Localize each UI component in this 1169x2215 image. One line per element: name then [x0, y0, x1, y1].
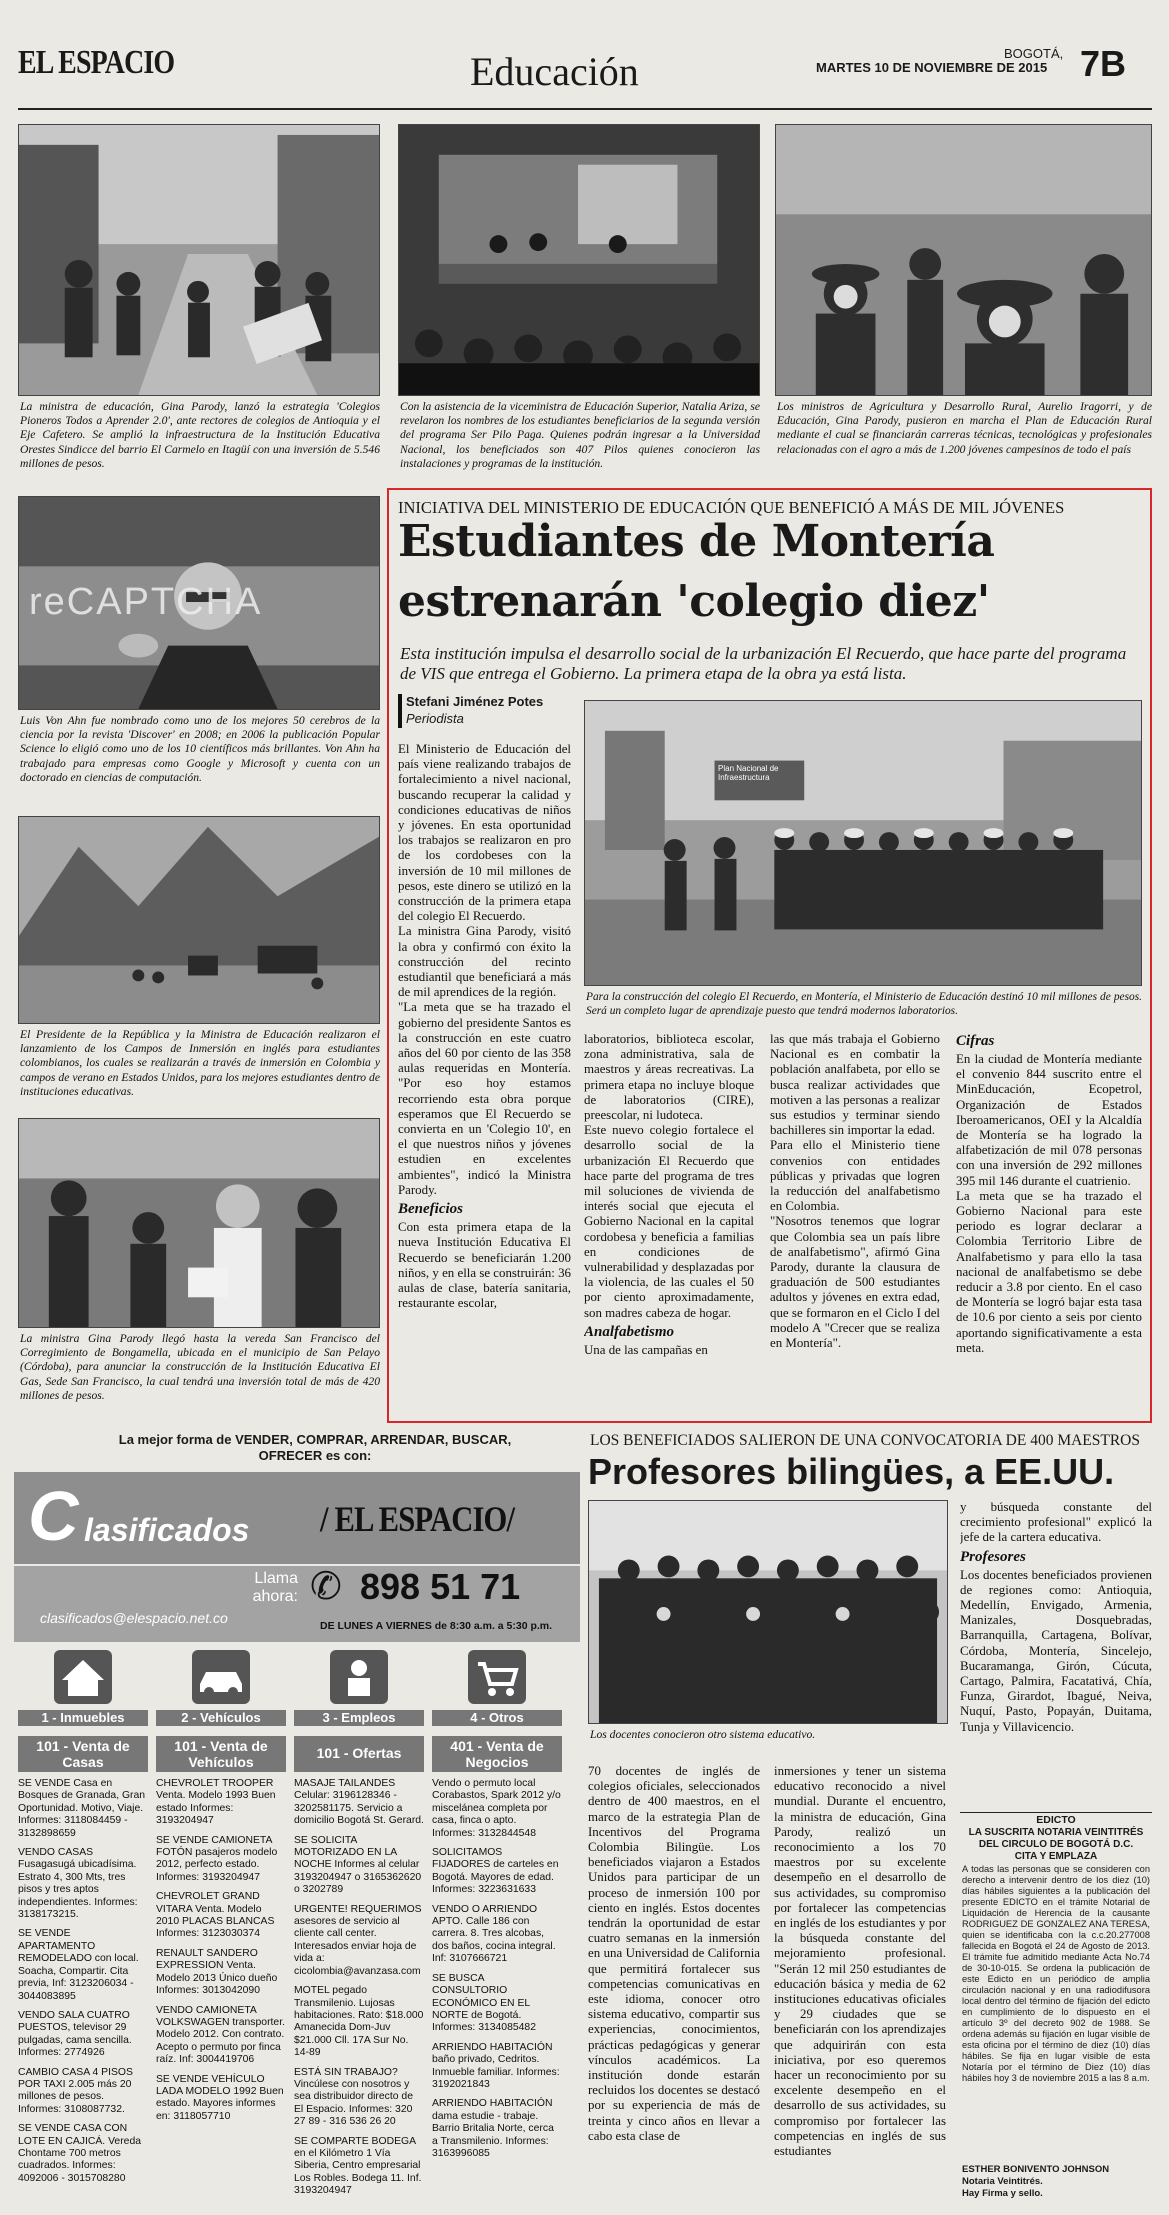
sub-beneficios: Beneficios [398, 1201, 463, 1218]
masthead-date: MARTES 10 DE NOVIEMBRE DE 2015 [816, 60, 1048, 75]
main-col-1b-text: Con esta primera etapa de la nueva Institución Educativa El Recuerdo se beneficiarán 1.200 niños, y en ella se construirán: 36 aulas de clase, batería sanitaria, restaurante escolar, [398, 1220, 571, 1311]
byline-author: Stefani Jiménez Potes [406, 694, 544, 709]
bilingual-right-body: Los docentes beneficiados provienen de regiones como: Antioquia, Medellín, Envigado, Armenia, Manizales, Dosquebradas, Barranquilla, Cartagena, Bolívar, Córdoba, Montería, Sincelejo, Bucaramanga, Girón, Cúcuta, Cartago, Palmira, Facatativá, Chía, Funza, Girardot, Ibagué, Neiva, Nuquí, Pasto, Popayán, Duitama, Tunja y Villavicencio. [960, 1567, 1152, 1734]
classifieds-col-2 [156, 1778, 286, 2208]
classified-ad: ARRIENDO HABITACIÓN dama estudie - trabaje. Barrio Britalia Norte, cerca a Transmilenio. Informes: 3163996085 [432, 2098, 554, 2159]
header-venta-negocios: 401 - Venta de Negocios [432, 1736, 562, 1772]
bilingual-kicker: LOS BENEFICIADOS SALIERON DE UNA CONVOCATORIA DE 400 MAESTROS [590, 1432, 1141, 1449]
classifieds-col-4 [432, 1778, 562, 2208]
edicto-sign-2: Notaria Veintitrés. [962, 2176, 1043, 2187]
caption-rural: Los ministros de Agricultura y Desarrollo Rural, Aurelio Iragorri, y de Educación, Gina Parody, pusieron en marcha el Plan de Educación Rural mediante el cual se financiarán carreras técnicas, tecnológicas y profesionales relacionadas con el agro a más de 1.200 jóvenes campesinos de todo el país [777, 400, 1152, 456]
main-headline-1: Estudiantes de Montería [398, 516, 995, 567]
main-headline-2: estrenarán 'colegio diez' [398, 576, 990, 627]
classified-ad: SOLICITAMOS FIJADORES de carteles en Bogotá. Mayores de edad. Informes: 3223631633 [432, 1847, 559, 1896]
caption-immersion: El Presidente de la República y la Ministra de Educación realizaron el lanzamiento de los Campos de Inmersión en inglés para estudiantes colombianos, los cuales se realizarán a través de inmersión en Colombia y campos de verano en Estados Unidos, para los mejores estudiantes dentro de instituciones educativas. [20, 1028, 380, 1098]
edicto-line2: CITA Y EMPLAZA [1014, 1851, 1098, 1862]
classified-ad: MASAJE TAILANDES Celular: 3196128346 - 3202581175. Servicio a domicilio Bogotá St. Gerard. [294, 1778, 424, 1827]
classified-ad: ESTÁ SIN TRABAJO? Vincúlese con nosotros y sea distribuidor directo de El Espacio. Informes: 320 27 89 - 316 536 26 20 [294, 2066, 413, 2128]
classified-ad: VENDO O ARRIENDO APTO. Calle 186 con carrera. 8. Tres alcobas, dos baños, cocina integral. Inf: 3107666721 [432, 1903, 556, 1965]
photo-itagui-event [18, 124, 380, 396]
classified-ad: CAMBIO CASA 4 PISOS POR TAXI 2.005 más 20 millones de pesos. Informes: 3108087732. [18, 2066, 133, 2115]
main-col-2-text: laboratorios, biblioteca escolar, zona administrativa, sala de maestros y áreas recreativas. La primera etapa no incluye bloque de laboratorios (CIRE), preescolar, ni ludoteca. Este nuevo colegio fortalece el desarrollo social de la urbanización El Recuerdo que hace parte del programa de tres mil soluciones de vivienda de interés social que ejecuta el Gobierno Nacional en la capital cordobesa y beneficia a familias en condiciones de vulnerabilidad y desplazadas por la violencia, de las cuales el 50 por ciento aproximadamente, son madres cabeza de hogar. [584, 1032, 754, 1320]
category-otros[interactable] [432, 1650, 562, 1732]
edicto-title: EDICTO [1036, 1814, 1076, 1826]
sub-analfabetismo: Analfabetismo [584, 1323, 675, 1340]
main-deck: Esta institución impulsa el desarrollo social de la urbanización El Recuerdo, que hace parte del programa de VIS que entrega el Gobierno. La primera etapa de la obra ya está lista. [400, 644, 1127, 683]
edicto-line1: LA SUSCRITA NOTARIA VEINTITRÉS DEL CIRCULO DE BOGOTÁ D.C. [968, 1827, 1144, 1850]
car-icon [192, 1650, 250, 1704]
classifieds-col-1 [18, 1778, 148, 2208]
header-venta-casas: 101 - Venta de Casas [18, 1736, 148, 1772]
classifieds-brand-c: C [28, 1477, 79, 1555]
classified-ad: SE VENDE VEHÍCULO LADA MODELO 1992 Buen estado. Mayores informes en: 3118057710 [156, 2073, 284, 2122]
masthead-city: BOGOTÁ, [1004, 46, 1064, 61]
main-col-1 [398, 742, 571, 1418]
classified-ad: CHEVROLET TROOPER Venta. Modelo 1993 Buen estado Informes: 3193204947 [156, 1778, 276, 1827]
header-venta-vehiculos: 101 - Venta de Vehículos [156, 1736, 286, 1772]
sub-profesores: Profesores [960, 1548, 1026, 1565]
category-otros-label: 4 - Otros [432, 1710, 562, 1726]
category-inmuebles[interactable] [18, 1650, 148, 1732]
masthead-rule [18, 108, 1152, 110]
classifieds-email: clasificados@elespacio.net.co [40, 1610, 228, 1626]
classified-ad: MOTEL pegado Transmilenio. Lujosas habitaciones. Rato: $18.000 Amanecida Dom-Juv $21.000 Cll. 17A Sur No. 14-89 [294, 1985, 424, 2059]
byline-role: Periodista [406, 711, 464, 726]
caption-von-ahn: Luis Von Ahn fue nombrado como uno de los mejores 50 cerebros de la ciencia por la revista 'Discover' en 2008; en 2006 la publicación Popular Science lo eligió como uno de los 10 científicos más brillantes. Von Ahn ha trabajado para empresas como Google y Microsoft y cuenta con un doctorado en ciencias de computación. [20, 714, 380, 784]
classifieds-call-label: Llama ahora: [252, 1570, 298, 1605]
main-col-3-text: las que más trabaja el Gobierno Nacional es en combatir la población analfabeta, por ello se busca realizar actividades que motiven a las personas a realizar sus estudios y terminar siendo bachilleres sin importar la edad. Para ello el Ministerio tiene convenios con entidades públicas y privadas que logren la reducción del analfabetismo en Colombia. "Nosotros tenemos que lograr que Colombia sea un país libre de analfabetismo", afirmó Gina Parody, durante la clausura de graduación de 500 estudiantes adultos y jóvenes en extra edad, que se formaron en el Ciclo I del modelo A "Crecer que se realiza en Montería". [770, 1032, 940, 1351]
photo-rural-education [775, 124, 1152, 396]
main-kicker: INICIATIVA DEL MINISTERIO DE EDUCACIÓN QUE BENEFICIÓ A MÁS DE MIL JÓVENES [398, 498, 1065, 517]
photo-el-recuerdo-school [584, 700, 1142, 986]
main-col-1-text: El Ministerio de Educación del país viene realizando trabajos de fortalecimiento a nivel nacional, buscando recuperar la calidad y condiciones educativas de niños y jóvenes. En esta oportunidad los trabajos se realizaron en pro de los cordobeses con la inversión de 10 mil millones de pesos, este dinero se utilizó en la construcción de la primera etapa del colegio El Recuerdo. La ministra Gina Parody, visitó la obra y confirmó con éxito la construcción del recinto estudiantil que beneficiará a más de mil aprendices de la región. "La meta que se ha trazado el gobierno del presidente Santos es la construcción en este cuatro años del 60 por ciento de las 358 aulas requeridas en Montería. "Por eso hoy estamos recorriendo esta obra porque esperamos que El Recuerdo se convierta en un 'Colegio 10', en el que nuestros niños y jóvenes estudien en excelentes ambientes", indicó la Ministra Parody. [398, 742, 571, 1197]
caption-itagui: La ministra de educación, Gina Parody, lanzó la estrategia 'Colegios Pioneros Todos a Aprender 2.0', ante rectores de colegios de Antioquia y el Eje Cafetero. Se amplió la infraestructura de la Institución Educativa Orestes Sindicce del barrio El Carmelo en Itagüí con una inversión de 5.546 millones de pesos. [20, 400, 380, 470]
classified-ad: SE SOLICITA MOTORIZADO EN LA NOCHE Informes al celular 3193204947 o 3165362620 o 3202789 [294, 1834, 422, 1896]
bilingual-right-col [960, 1500, 1152, 1810]
classifieds-brand: lasificados [84, 1512, 250, 1548]
section-title: Educación [470, 49, 639, 94]
main-col-4 [956, 1032, 1142, 1418]
bilingual-right-top: y búsqueda constante del crecimiento profesional" explicó la jefe de la cartera educativa. [960, 1500, 1152, 1545]
caption-bilingual: Los docentes conocieron otro sistema educativo. [590, 1728, 816, 1741]
caption-ser-pilo-paga: Con la asistencia de la viceministra de Educación Superior, Natalia Ariza, se revelaron los nombres de los estudiantes beneficiarios de la segunda versión del programa Ser Pilo Paga. Quienes podrán ingresar a la Universidad Nacional, los beneficiados son 407 Pilos quienes conocieron las instalaciones y programas de la institución. [400, 400, 760, 470]
main-col-2b-text: Una de las campañas en [584, 1342, 708, 1357]
masthead-logo: EL ESPACIO [18, 44, 175, 81]
caption-el-recuerdo: Para la construcción del colegio El Recuerdo, en Montería, el Ministerio de Educación destinó 10 mil millones de pesos. Será un completo lugar de aprendizaje puesto que tendrá modernos laboratorios. [586, 991, 1142, 1018]
classified-ad: VENDO CAMIONETA VOLKSWAGEN transporter. Modelo 2012. Con contrato. Acepto o permuto por finca raíz. Inf: 3004419706 [156, 2004, 285, 2066]
main-col-2 [584, 1032, 754, 1418]
photo-von-ahn [18, 496, 380, 710]
photo-parody-san-pelayo [18, 1118, 380, 1328]
bilingual-col-1 [588, 1764, 760, 2208]
edicto-body: A todas las personas que se consideren con derecho a intervenir dentro de los diez (10) días hábiles siguientes a la publicación del presente EDICTO en el trámite Notarial de Liquidación de Herencia de la causante RODRIGUEZ DE GONZALEZ ANA TERESA, quien se identificaba con la c.c.20.277008 fallecida en Bogotá el 24 de Agosto de 2013. El trámite fue admitido mediante Acta No.74 de 30-10-015. Se ordena la publicación de este Edicto en un periódico de amplia circulación nacional y en una radiodifusora local dentro del término de fijación del edicto en cumplimiento de lo dispuesto en el artículo 3º del decreto 902 de 1988. Se ordena además su fijación en lugar visible de esta oficina por el término de diez (10) días hábiles. Se fija en lugar visible de esta Notaría por el término de Diez (10) días hábiles hoy 3 de noviembre 2015 a las 8 a.m. [962, 1864, 1150, 2083]
edicto-sign-3: Hay Firma y sello. [962, 2188, 1043, 2199]
photo-ser-pilo-paga [398, 124, 760, 396]
classified-ad: VENDO SALA CUATRO PUESTOS, televisor 29 pulgadas, cama sencilla. Informes: 2774926 [18, 2009, 132, 2059]
category-inmuebles-label: 1 - Inmuebles [18, 1710, 148, 1726]
classified-ad: SE COMPARTE BODEGA en el Kilómetro 1 Vía Siberia, Centro empresarial Los Robles. Bodega 11. Inf. 3193204947 [294, 2135, 422, 2197]
classifieds-tagline: La mejor forma de VENDER, COMPRAR, ARRENDAR, BUSCAR, OFRECER es con: [118, 1432, 512, 1463]
classifieds-phone: 898 51 71 [360, 1566, 521, 1607]
classifieds-paper-logo: / EL ESPACIO/ [320, 1499, 515, 1539]
photo-immersion-launch [18, 816, 380, 1024]
category-empleos[interactable] [294, 1650, 424, 1732]
classified-ad: SE VENDE CASA CON LOTE EN CAJICÁ. Vereda Chontame 700 metros cuadrados. Informes: 4092006 - 3015708280 [18, 2123, 142, 2184]
worker-icon [330, 1650, 388, 1704]
bilingual-col-2 [774, 1764, 946, 2208]
caption-san-pelayo: La ministra Gina Parody llegó hasta la vereda San Francisco del Corregimiento de Bongamella, ubicada en el municipio de San Pelayo (Córdoba), para anunciar la construcción de la Institución Educativa El Gas, Sede San Francisco, la cual tendrá una inversión total de más de 420 millones de pesos. [20, 1332, 380, 1402]
classified-ad: ARRIENDO HABITACIÓN baño privado, Cedritos. Inmueble familiar. Informes: 3192021843 [432, 2041, 560, 2090]
byline-bar [398, 694, 402, 728]
classified-ad: Vendo o permuto local Corabastos, Spark 2012 y/o miscelánea completa por casa, finca o apto. Informes: 3132844548 [432, 1778, 561, 1839]
recaptcha-sign: reCAPTCHA [29, 581, 263, 623]
classified-ad: URGENTE! REQUERIMOS asesores de servicio al cliente call center. Interesados enviar hoja de vida a: cicolombia@avanzasa.com [294, 1903, 422, 1977]
classified-ad: SE BUSCA CONSULTORIO ECONÓMICO EN EL NORTE de Bogotá. Informes: 3134085482 [432, 1972, 536, 2034]
photo-bilingual-teachers [588, 1500, 948, 1724]
classified-ad: CHEVROLET GRAND VITARA Venta. Modelo 2010 PLACAS BLANCAS Informes: 3123030374 [156, 1891, 275, 1940]
house-icon [54, 1650, 112, 1704]
sub-cifras: Cifras [956, 1033, 995, 1049]
plan-nacional-sign: Plan Nacional de Infraestructura [718, 764, 779, 782]
page-number: 7B [1080, 43, 1127, 84]
category-empleos-label: 3 - Empleos [294, 1710, 424, 1726]
main-col-3 [770, 1032, 940, 1418]
classified-ad: SE VENDE Casa en Bosques de Granada, Gran Oportunidad. Motivo, Viaje. Informes: 3118084459 - 3132898659 [18, 1778, 146, 1839]
classifieds-hours: DE LUNES A VIERNES de 8:30 a.m. a 5:30 p.m. [320, 1620, 553, 1632]
bilingual-col-1-text: 70 docentes de inglés de colegios oficiales, seleccionados dentro de 400 maestros, en el marco de la estrategia Plan de Incentivos del Programa Colombia Bilingüe. Los beneficiados viajaron a Estados Unidos para participar de un proceso de inmersión 100 por ciento en inglés. Estos docentes tendrán la oportunidad de estar cuatro semanas en la inmersión en una Universidad de California que permitirá fortalecer sus competencias comunicativas en este idioma, conocer otro sistema educativo, compartir sus experiencias, conocimientos, prácticas pedagógicas y generar vínculos académicos. La institución donde estarán recluidos los docentes se destacó por su experiencia de más de treinta y cinco años en llevar a cabo esta clase de [588, 1764, 760, 2143]
phone-icon: ✆ [310, 1566, 342, 1608]
category-vehiculos[interactable] [156, 1650, 286, 1732]
cart-icon [468, 1650, 526, 1704]
classified-ad: SE VENDE CAMIONETA FOTÓN pasajeros modelo 2012, perfecto estado. Informes: 3193204947 [156, 1834, 278, 1883]
edicto-sign-1: ESTHER BONIVENTO JOHNSON [962, 2164, 1110, 2175]
bilingual-headline: Profesores bilingües, a EE.UU. [588, 1451, 1115, 1492]
classifieds-col-3 [294, 1778, 424, 2208]
classified-ad: VENDO CASAS Fusagasugá ubicadísima. Estrato 4, 300 Mts, tres pisos y tres aptos independientes. Informes: 3138173215. [18, 1847, 138, 1921]
classified-ad: SE VENDE APARTAMENTO REMODELADO con local. Soacha, Compartir. Cita previa, Inf: 3123206034 - 3044083895 [18, 1928, 139, 2002]
bilingual-col-2-text: inmersiones y tener un sistema educativo reconocido a nivel mundial. Durante el encuentro, la ministra de educación, Gina Parody, realizó un reconocimiento a los 70 maestros por su excelente desempeño en el desarrollo de sus actividades, su compromiso por fortalecer las competencias en inglés de los estudiantes y por la búsqueda constante del mejoramiento profesional. "Serán 12 mil 250 estudiantes de educación básica y media de 62 instituciones educativas oficiales y 29 ciudades que se beneficiarán con los aprendizajes que adquirirán con esta iniciativa, por eso queremos hacer un reconocimiento por su excelente desempeño en el desarrollo de sus actividades, su compromiso por fortalecer las competencias en inglés de sus estudiantes [774, 1764, 946, 2159]
header-ofertas: 101 - Ofertas [294, 1736, 424, 1772]
classified-ad: RENAULT SANDERO EXPRESSION Venta. Modelo 2013 Único dueño Informes: 3013042090 [156, 1947, 278, 1997]
main-col-4-text: En la ciudad de Montería mediante el convenio 844 suscrito entre el MinEducación, Ecopetrol, Organización de Estados Iberoamericanos, OEI y la Alcaldía de Montería se ha logrado la alfabetización de mil 078 personas con una inversión de 292 millones 395 mil 146 durante el cuatrienio. La meta que se ha trazado el Gobierno Nacional para este periodo es lograr declarar a Colombia Territorio Libre de Analfabetismo y para ello la tasa nacional de analfabetismo se debe reducir a 3.8 por ciento. En el caso de Montería se logró bajar esta tasa de 10.6 por ciento a seis por ciento aportando significativamente a esta meta. [956, 1052, 1142, 1355]
category-vehiculos-label: 2 - Vehículos [156, 1710, 286, 1726]
